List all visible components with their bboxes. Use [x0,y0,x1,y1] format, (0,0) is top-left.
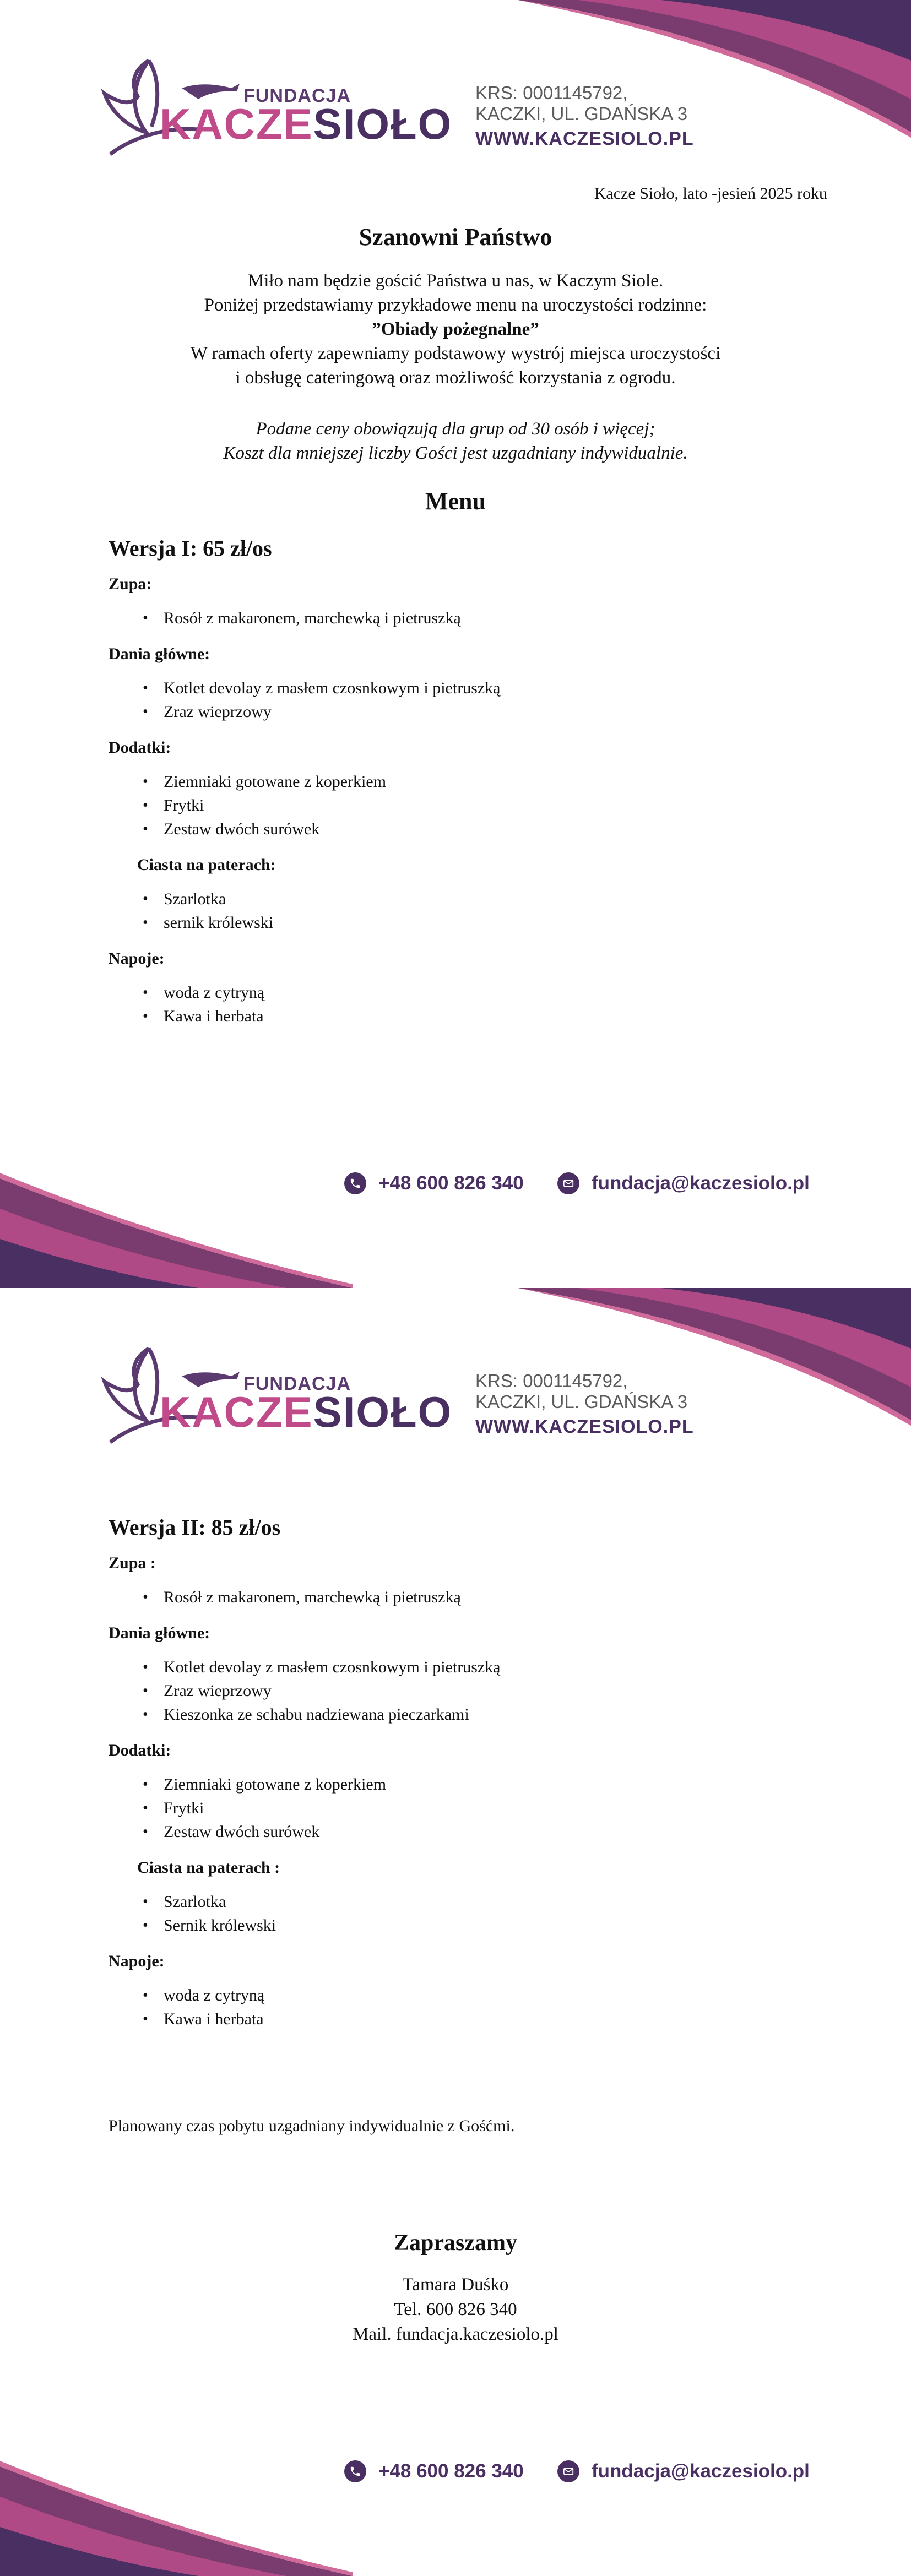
header-registry [475,1371,687,1412]
footer-phone-text: +48 600 826 340 [378,1172,524,1194]
soup-label: Zupa: [109,575,152,593]
cakes-label: Ciasta na paterach: [137,856,276,874]
soup-list [109,1585,825,1609]
logo-fundacja: FUNDACJA [243,85,351,106]
logo-brand-name [160,100,453,148]
intro-line: Miło nam będzie gościć Państwa u nas, w Kaczym Siole. [247,271,664,291]
version-title: Wersja II: 85 zł/os [109,1515,281,1540]
list-item: • Kawa i herbata [109,1004,825,1028]
list-item: • Kotlet devolay z masłem czosnkowym i pietruszką [109,676,825,700]
list-item: • Ziemniaki gotowane z koperkiem [109,770,825,794]
sides-label: Dodatki: [109,1741,171,1759]
menu-version-2 [109,1514,825,2043]
list-item: • Kieszonka ze schabu nadziewana pieczarkami [109,1703,825,1726]
phone-icon [344,1172,366,1194]
mail-icon [557,1172,579,1194]
list-item: • Kotlet devolay z masłem czosnkowym i pietruszką [109,1655,825,1679]
sides-list [109,1773,825,1844]
footer-email-text: fundacja@kaczesiolo.pl [592,2460,810,2482]
website-link[interactable]: WWW.KACZESIOLO.PL [475,128,694,149]
list-item: • Frytki [109,794,825,817]
mains-list [109,1655,825,1726]
logo [99,1332,453,1453]
menu-version-1 [109,535,825,1040]
logo-fundacja: FUNDACJA [243,1373,351,1394]
intro-line: i obsługę cateringową oraz możliwość korzystania z ogrodu. [235,368,676,388]
mains-list [109,676,825,724]
intro-text [0,269,911,390]
krs-number: KRS: 0001145792, [475,83,628,103]
footer-phone-text: +48 600 826 340 [378,2460,524,2482]
intro-line: Poniżej przedstawiamy przykładowe menu na uroczystości rodzinne: [204,295,707,315]
phone-icon [344,2460,366,2482]
footer-phone[interactable] [344,2460,524,2482]
list-item: • sernik królewski [109,911,825,934]
footer-email[interactable] [557,2460,810,2482]
price-note-line: Podane ceny obowiązują dla grup od 30 osób i więcej; [256,419,655,439]
price-note-line: Koszt dla mniejszej liczby Gości jest uzgadniany indywidualnie. [223,443,688,463]
contact-mail: Mail. fundacja.kaczesiolo.pl [353,2324,558,2344]
contact-block [0,2273,911,2347]
website-link[interactable]: WWW.KACZESIOLO.PL [475,1416,694,1437]
contact-phone: Tel. 600 826 340 [394,2300,517,2319]
logo-brand-part2: SIOŁO [313,1388,453,1436]
cakes-label: Ciasta na paterach : [137,1858,280,1877]
price-note [0,417,911,465]
logo-brand-part2: SIOŁO [313,100,453,148]
list-item: • Rosół z makaronem, marchewką i pietruszką [109,1585,825,1609]
footer-phone[interactable] [344,1172,524,1194]
list-item: • Zestaw dwóch surówek [109,817,825,841]
cakes-list [109,1890,825,1937]
menu-title: Menu [425,488,486,515]
footer-email-text: fundacja@kaczesiolo.pl [592,1172,810,1194]
cakes-list [109,887,825,934]
sides-list [109,770,825,841]
planned-stay-note: Planowany czas pobytu uzgadniany indywidualnie z Gośćmi. [109,2117,515,2135]
sides-label: Dodatki: [109,738,171,757]
list-item: • Sernik królewski [109,1914,825,1937]
list-item: • woda z cytryną [109,1983,825,2007]
list-item: • Kawa i herbata [109,2007,825,2031]
contact-name: Tamara Duśko [402,2275,509,2295]
list-item: • Ziemniaki gotowane z koperkiem [109,1773,825,1796]
mains-label: Dania główne: [109,645,210,663]
list-item: • Szarlotka [109,1890,825,1914]
greeting-title: Szanowni Państwo [359,224,552,251]
invite-heading: Zapraszamy [394,2230,517,2256]
soup-label: Zupa : [109,1554,156,1572]
event-name: ”Obiady pożegnalne” [372,319,539,339]
logo [99,44,453,165]
drinks-label: Napoje: [109,1952,165,1970]
mail-icon [557,2460,579,2482]
mains-label: Dania główne: [109,1624,210,1642]
address: KACZKI, UL. GDAŃSKA 3 [475,1392,688,1412]
list-item: • woda z cytryną [109,981,825,1004]
list-item: • Szarlotka [109,887,825,911]
page-2 [0,1288,911,2576]
dateline: Kacze Sioło, lato -jesień 2025 roku [594,184,827,203]
drinks-list [109,981,825,1028]
soup-list [109,606,825,630]
drinks-list [109,1983,825,2031]
list-item: • Zraz wieprzowy [109,700,825,724]
footer-email[interactable] [557,1172,810,1194]
version-title: Wersja I: 65 zł/os [109,536,272,561]
list-item: • Zraz wieprzowy [109,1679,825,1703]
logo-brand-part1: KACZE [160,1388,313,1436]
list-item: • Zestaw dwóch surówek [109,1820,825,1844]
header-registry [475,83,687,124]
logo-brand-name [160,1388,453,1436]
krs-number: KRS: 0001145792, [475,1371,628,1391]
address: KACZKI, UL. GDAŃSKA 3 [475,104,688,124]
drinks-label: Napoje: [109,949,165,968]
intro-line: W ramach oferty zapewniamy podstawowy wystrój miejsca uroczystości [190,344,721,363]
list-item: • Frytki [109,1796,825,1820]
logo-brand-part1: KACZE [160,100,313,148]
list-item: • Rosół z makaronem, marchewką i pietruszką [109,606,825,630]
